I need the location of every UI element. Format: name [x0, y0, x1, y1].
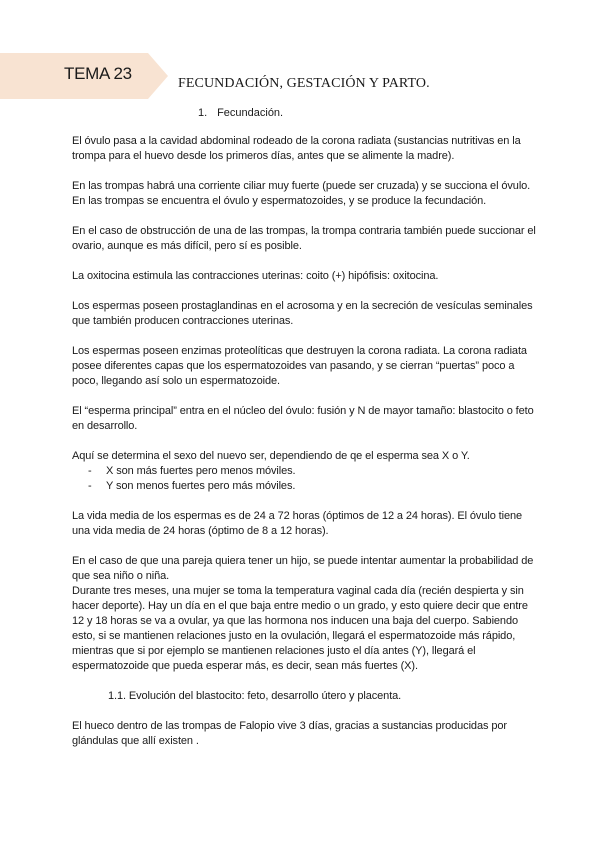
- paragraph: El hueco dentro de las trompas de Falopio vive 3 días, gracias a sustancias producidas por glándulas que allí existen .: [72, 720, 507, 747]
- section-number: 1.: [198, 107, 208, 119]
- paragraph: El óvulo pasa a la cavidad abdominal rodeado de la corona radiata (sustancias nutritivas en la trompa para el huevo desde los primeros días, antes que se alimente la madre).: [72, 135, 521, 162]
- paragraph: En el caso de que una pareja quiera tener un hijo, se puede intentar aumentar la probabilidad de que sea niño o niña.: [72, 555, 534, 582]
- paragraph: El “esperma principal” entra en el núcleo del óvulo: fusión y N de mayor tamaño: blastocito o feto en desarrollo.: [72, 405, 534, 432]
- section-label: Fecundación.: [217, 107, 284, 119]
- document-body: [72, 134, 542, 764]
- bullet-dash: -: [88, 465, 92, 477]
- list-item-text: Y son menos fuertes pero más móviles.: [106, 480, 296, 492]
- list-item: [72, 479, 542, 494]
- bullet-dash: -: [88, 480, 92, 492]
- paragraph: Durante tres meses, una mujer se toma la temperatura vaginal cada día (recién despierta y sin hacer deporte). Hay un día en el que baja entre medio o un grado, y esto quiere decir que entre 12 y 18 horas se va a ovular, ya que las hormona nos inducen una baja del cuerpo. Sabiendo esto, si se mantienen relaciones justo en la ovulación, llegará el espermatozoide más rápido, mientras que si por ejemplo se mantienen relaciones justo el día antes (Y), llegará el espermatozoide que pueda esperar más, es decir, sean más fuertes (X).: [72, 585, 528, 672]
- paragraph: La oxitocina estimula las contracciones uterinas: coito (+) hipófisis: oxitocina.: [72, 270, 439, 282]
- tema-label: TEMA 23: [64, 64, 132, 83]
- list-item: [72, 464, 542, 479]
- subsection-heading: 1.1. Evolución del blastocito: feto, desarrollo útero y placenta.: [108, 690, 402, 702]
- paragraph: Aquí se determina el sexo del nuevo ser, dependiendo de qe el esperma sea X o Y.: [72, 450, 470, 462]
- paragraph: Los espermas poseen enzimas proteolíticas que destruyen la corona radiata. La corona radiata posee diferentes capas que los espermatozoides van pasando, y se cierran “puertas” poco a poco, llegando así solo un espermatozoide.: [72, 345, 527, 387]
- paragraph: En el caso de obstrucción de una de las trompas, la trompa contraria también puede succionar el ovario, aunque es más difícil, pero sí es posible.: [72, 225, 536, 252]
- paragraph: En las trompas se encuentra el óvulo y espermatozoides, y se produce la fecundación.: [72, 195, 487, 207]
- paragraph: En las trompas habrá una corriente ciliar muy fuerte (puede ser cruzada) y se succiona el óvulo.: [72, 180, 531, 192]
- list-item-text: X son más fuertes pero menos móviles.: [106, 465, 296, 477]
- bullet-list: [72, 464, 542, 494]
- paragraph: La vida media de los espermas es de 24 a 72 horas (óptimos de 12 a 24 horas). El óvulo tiene una vida media de 24 horas (óptimo de 8 a 12 horas).: [72, 510, 523, 537]
- document-title: FECUNDACIÓN, GESTACIÓN Y PARTO.: [178, 76, 430, 91]
- paragraph: Los espermas poseen prostaglandinas en el acrosoma y en la secreción de vesículas seminales que también producen contracciones uterinas.: [72, 300, 533, 327]
- section-heading: [198, 107, 283, 119]
